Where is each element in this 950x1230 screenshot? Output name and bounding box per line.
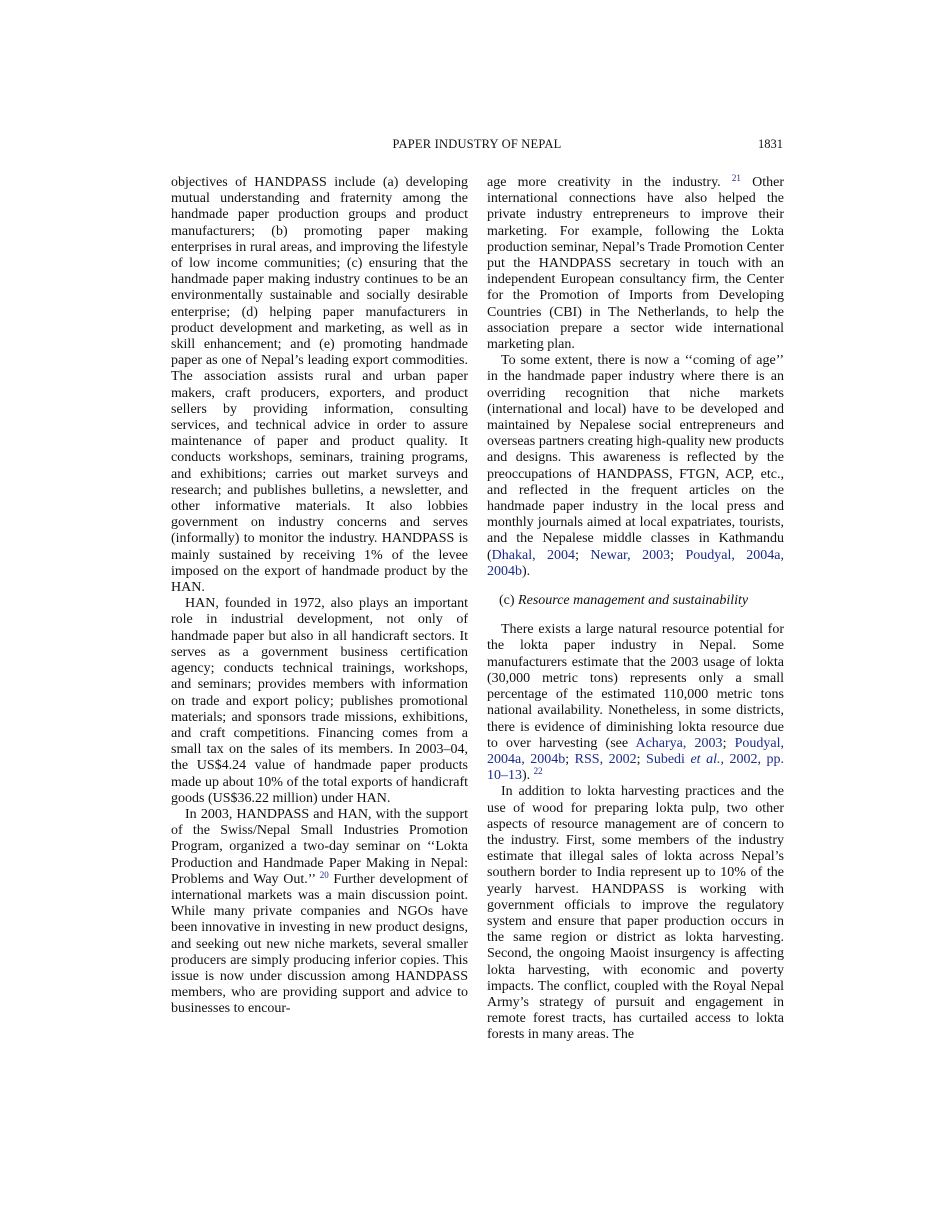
citation-subedi-2002[interactable]: Subedi et al., 2002, pp. 10–13: [487, 751, 785, 784]
section-title: Resource management and sustainability: [518, 593, 749, 609]
footnote-link-22[interactable]: 22: [533, 766, 543, 777]
paragraph-resource-potential: There exists a large natural resource potential for the lokta paper industry in Nepal. Some manufacturers estimate that the 2003 usage of lokta (30,000 metric tons) represents only a small percentage of the estimated 110,000 metric tons national availability. Nonetheless, in some districts, there is evidence of diminishing lokta resource due to over harvesting (see Acharya, 2003; Poudyal, 2004a, 2004b; RSS, 2002; Subedi et al., 2002, pp. 10–13). $^{22}$: [487, 622, 785, 784]
right-column: [487, 175, 784, 1044]
left-column: [171, 175, 468, 1018]
citation-dhakal-2004[interactable]: Dhakal, 2004: [491, 547, 576, 563]
page-number: 1831: [758, 137, 783, 151]
paragraph-seminar: In 2003, HANDPASS and HAN, with the support of the Swiss/Nepal Small Industries Promotion Program, organized a two-day seminar on ‘‘Lokta Production and Handmade Paper Making in Nepal: Problems and Way Out.’’ $^{20}$ Further development of international markets was a main discussion point. While many private companies and NGOs have been innovative in investing in new product designs, and seeking out new niche markets, several smaller producers are simply producing inferior copies. This issue is now under discussion among HANDPASS members, who are providing support and advice to businesses to encour-: [171, 806, 469, 1017]
paragraph-han: HAN, founded in 1972, also plays an important role in industrial development, not only of handmade paper but also in all handicraft sectors. It serves as a government business certification agency; conducts technical trainings, workshops, and seminars; provides members with information on trade and export policy; publishes promotional materials; and sponsors trade missions, exhibitions, and craft competitions. Financing comes from a small tax on the sales of its members. In 2003–04, the US$4.24 value of handmade paper products made up about 10% of the total exports of handicraft goods (US$36.22 million) under HAN.: [171, 596, 468, 806]
section-label: (c): [499, 593, 519, 609]
citation-rss-2002[interactable]: RSS, 2002: [574, 751, 637, 767]
paragraph-coming-of-age: To some extent, there is now a ‘‘coming of age’’ in the handmade paper industry where there is an overriding recognition that niche markets (international and local) have to be developed and maintained by Nepalese social entrepreneurs and overseas partners creating high-quality new products and designs. This awareness is reflected by the preoccupations of HANDPASS, FTGN, ACP, etc., and reflected in the frequent articles on the handmade paper industry in the local press and monthly journals aimed at local expatriates, tourists, and the Nepalese middle classes in Kathmandu (Dhakal, 2004; Newar, 2003; Poudyal, 2004a, 2004b).: [487, 353, 785, 579]
citation-acharya-2003[interactable]: Acharya, 2003: [635, 735, 723, 751]
citation-poudyal-2004b[interactable]: Poudyal, 2004a, 2004b: [487, 735, 784, 767]
paragraph-international-connections: age more creativity in the industry. $^{21}$ Other international connections have also helped the private industry entrepreneurs to improve their marketing. For example, following the Lokta production seminar, Nepal’s Trade Promotion Center put the HANDPASS secretary in touch with an independent European consultancy firm, the Center for the Promotion of Imports from Developing Countries (CBI) in The Netherlands, to help the association prepare a sector wide international marketing plan.: [487, 173, 784, 353]
running-header: [171, 137, 783, 155]
running-title: PAPER INDUSTRY OF NEPAL: [392, 137, 562, 151]
paragraph-handpass-objectives: objectives of HANDPASS include (a) developing mutual understanding and fraternity among the handmade paper production groups and product manufacturers; (b) promoting paper making enterprises in rural areas, and improving the lifestyle of low income communities; (c) ensuring that the handmade paper making industry continues to be an environmentally sustainable and socially desirable enterprise; (d) helping paper manufacturers in product development and marketing, as well as in skill enhancement; and (e) promoting handmade paper as one of Nepal’s leading export commodities. The association assists rural and urban paper makers, craft producers, exporters, and product sellers by providing information, consulting services, and technical advice in order to assure maintenance of paper and product quality. It conducts workshops, seminars, training programs, and exhibitions; carries out market surveys and research; and publishes bulletins, a newsletter, and other informative materials. It also lobbies government on industry concerns and serves (informally) to monitor the industry. HANDPASS is mainly sustained by receiving 1% of the levee imposed on the export of handmade product by the HAN.: [171, 175, 468, 596]
section-heading: [499, 593, 784, 609]
citation-poudyal-2004[interactable]: Poudyal, 2004a, 2004b: [487, 547, 785, 579]
citation-newar-2003[interactable]: Newar, 2003: [590, 547, 671, 563]
footnote-link-21[interactable]: 21: [731, 173, 741, 183]
footnote-link-20[interactable]: 20: [319, 869, 329, 880]
paragraph-resource-concerns: In addition to lokta harvesting practices and the use of wood for preparing lokta pulp, two other aspects of resource management are of concern to the industry. First, some members of the industry estimate that illegal sales of lokta across Nepal’s southern border to India represent up to 10% of the yearly harvest. HANDPASS is working with government officials to improve the regulatory system and ensure that paper production occurs in the same region or district as lokta harvesting. Second, the ongoing Maoist insurgency is affecting lokta harvesting, with economic and poverty impacts. The conflict, coupled with the Royal Nepal Army’s strategy of pursuit and engagement in remote forest tracts, has curtailed access to lokta forests in many areas. The: [487, 784, 784, 1043]
